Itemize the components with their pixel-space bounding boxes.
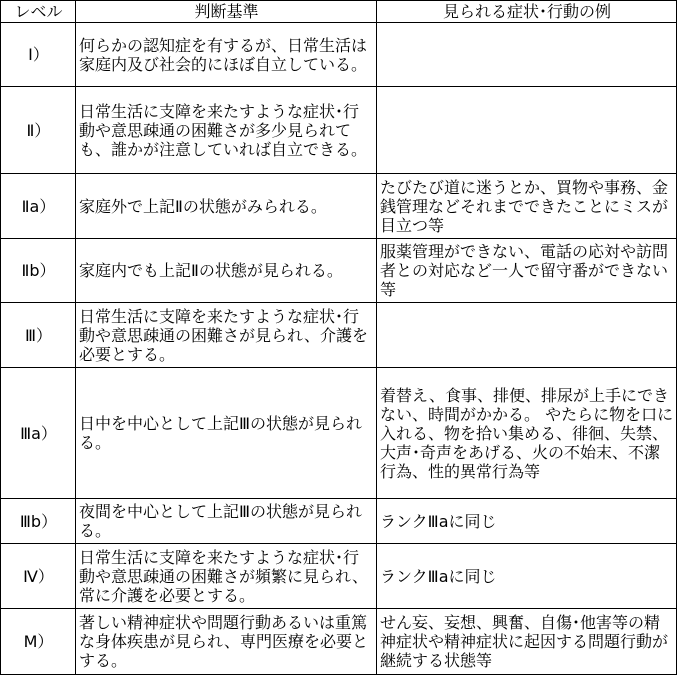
table-row bbox=[1, 174, 677, 239]
table-row bbox=[1, 499, 677, 544]
table-row bbox=[1, 87, 677, 174]
criteria-cell: 家庭外で上記Ⅱの状態がみられる。 bbox=[76, 174, 377, 239]
criteria-cell: 著しい精神症状や問題行動あるいは重篤な身体疾患が見られ、専門医療を必要とする。 bbox=[76, 609, 377, 675]
symptom-cell bbox=[377, 303, 677, 368]
symptom-cell: 着替え、食事、排便、排尿が上手にできない、時間がかかる。 やたらに物を口に入れる、物を拾い集める、徘徊、失禁、大声･奇声をあげる、火の不始末、不潔行為、性的異常行為等 bbox=[377, 368, 677, 499]
table-row bbox=[1, 303, 677, 368]
criteria-cell: 家庭内でも上記Ⅱの状態が見られる。 bbox=[76, 239, 377, 303]
level-cell: Ⅲa） bbox=[1, 368, 76, 499]
table-row bbox=[1, 368, 677, 499]
criteria-cell: 日常生活に支障を来たすような症状･行動や意思疎通の困難さが頻繁に見られ、常に介護を必要とする。 bbox=[76, 544, 377, 609]
criteria-cell: 夜間を中心として上記Ⅲの状態が見られる。 bbox=[76, 499, 377, 544]
symptom-cell: 服薬管理ができない、電話の応対や訪問者との対応など一人で留守番ができない等 bbox=[377, 239, 677, 303]
level-cell: Ⅱb） bbox=[1, 239, 76, 303]
symptom-cell: せん妄、妄想、興奮、自傷･他害等の精神症状や精神症状に起因する問題行動が継続する状態等 bbox=[377, 609, 677, 675]
table-row bbox=[1, 609, 677, 675]
table-row bbox=[1, 544, 677, 609]
table-row bbox=[1, 239, 677, 303]
level-cell: Ⅳ） bbox=[1, 544, 76, 609]
level-cell: Ⅰ） bbox=[1, 23, 76, 87]
header-symptoms: 見られる症状･行動の例 bbox=[377, 1, 677, 23]
header-row bbox=[1, 1, 677, 23]
criteria-cell: 日常生活に支障を来たすような症状･行動や意思疎通の困難さが多少見られても、誰かが注意していれば自立できる。 bbox=[76, 87, 377, 174]
level-cell: Ⅱ） bbox=[1, 87, 76, 174]
level-cell: Ⅱa） bbox=[1, 174, 76, 239]
symptom-cell: ランクⅢaに同じ bbox=[377, 499, 677, 544]
level-cell: Ⅲ） bbox=[1, 303, 76, 368]
criteria-cell: 何らかの認知症を有するが、日常生活は家庭内及び社会的にほぼ自立している。 bbox=[76, 23, 377, 87]
table-row bbox=[1, 23, 677, 87]
criteria-cell: 日常生活に支障を来たすような症状･行動や意思疎通の困難さが見られ、介護を必要とする。 bbox=[76, 303, 377, 368]
header-criteria: 判断基準 bbox=[76, 1, 377, 23]
symptom-cell bbox=[377, 87, 677, 174]
symptom-cell bbox=[377, 23, 677, 87]
criteria-cell: 日中を中心として上記Ⅲの状態が見られる。 bbox=[76, 368, 377, 499]
symptom-cell: ランクⅢaに同じ bbox=[377, 544, 677, 609]
level-cell: M） bbox=[1, 609, 76, 675]
symptom-cell: たびたび道に迷うとか、買物や事務、金銭管理などそれまでできたことにミスが目立つ等 bbox=[377, 174, 677, 239]
header-level: レベル bbox=[1, 1, 76, 23]
level-cell: Ⅲb） bbox=[1, 499, 76, 544]
